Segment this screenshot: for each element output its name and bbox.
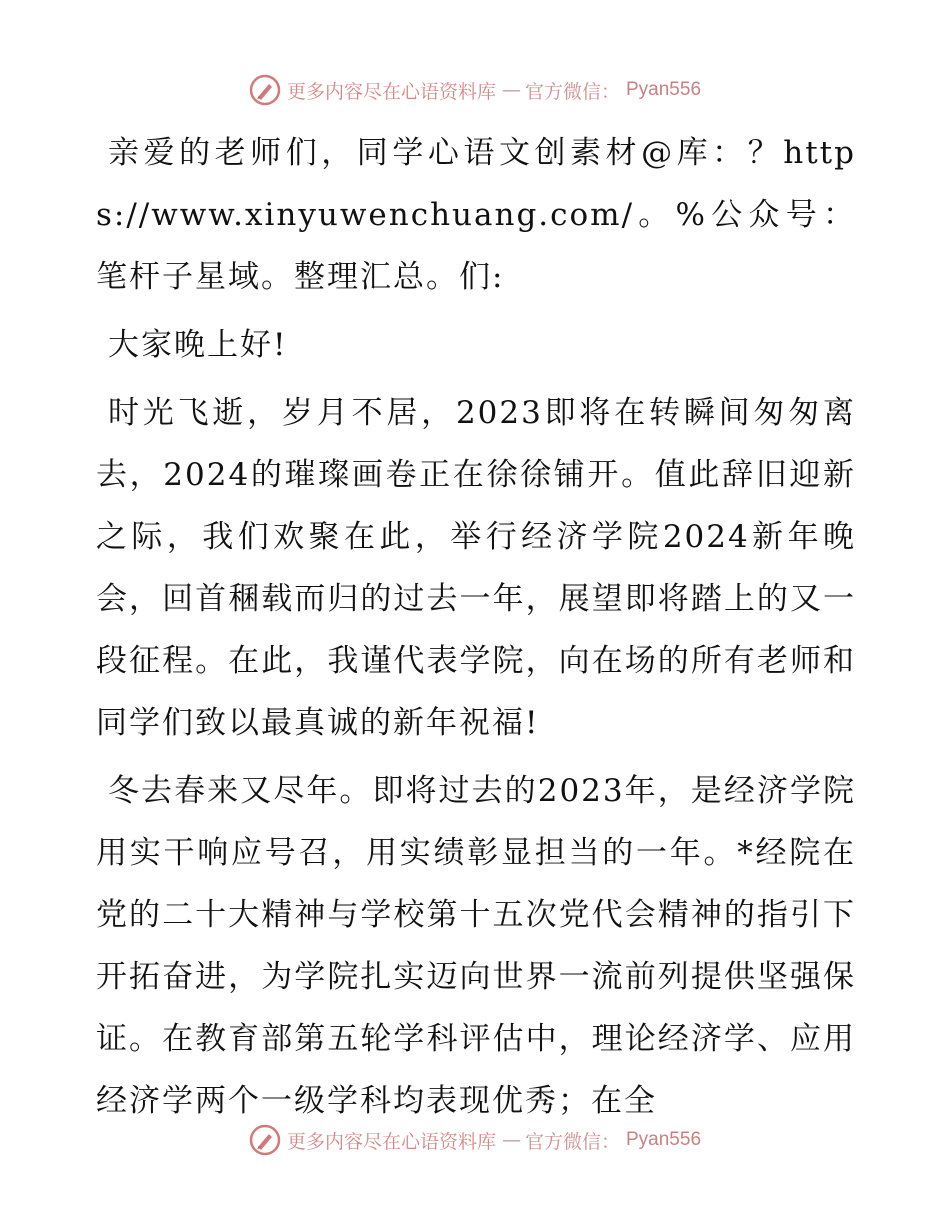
watermark-separator: — <box>501 79 519 101</box>
watermark-label: 官方微信： <box>524 1130 620 1153</box>
watermark-name: 更多内容尽在心语资料库 <box>286 80 496 103</box>
document-body <box>96 122 856 1132</box>
pen-logo-icon <box>249 74 281 106</box>
paragraph-greeting: 大家晚上好! <box>108 327 288 363</box>
paragraph-review: 冬去春来又尽年。即将过去的2023年，是经济学院用实干响应号召，用实绩彰显担当的一年。*经院在党的二十大精神与学校第十五次党代会精神的指引下开拓奋进，为学院扎实迈向世界一流前列提供坚强保证。在教育部第五轮学科评估中，理论经济学、应用经济学两个一级学科均表现优秀；在全 <box>96 773 856 1119</box>
watermark-separator: — <box>501 1129 519 1151</box>
pen-logo-icon <box>249 1124 281 1156</box>
watermark-wechat-id: Pyan556 <box>626 79 702 100</box>
watermark-label: 官方微信： <box>524 80 620 103</box>
header-watermark <box>0 70 950 110</box>
footer-watermark <box>0 1120 950 1160</box>
watermark-wechat-id: Pyan556 <box>626 1129 702 1150</box>
paragraph-new-year: 时光飞逝，岁月不居，2023即将在转瞬间匆匆离去，2024的璀璨画卷正在徐徐铺开。值此辞旧迎新之际，我们欢聚在此，举行经济学院2024新年晚会，回首稛载而归的过去一年，展望即将踏上的又一段征程。在此，我谨代表学院，向在场的所有老师和同学们致以最真诚的新年祝福! <box>96 395 856 741</box>
watermark-name: 更多内容尽在心语资料库 <box>286 1130 496 1153</box>
paragraph-greeting-intro: 亲爱的老师们，同学心语文创素材@库：？https://www.xinyuwenchuang.com/。%公众号：笔杆子星域。整理汇总。们: <box>96 135 856 295</box>
